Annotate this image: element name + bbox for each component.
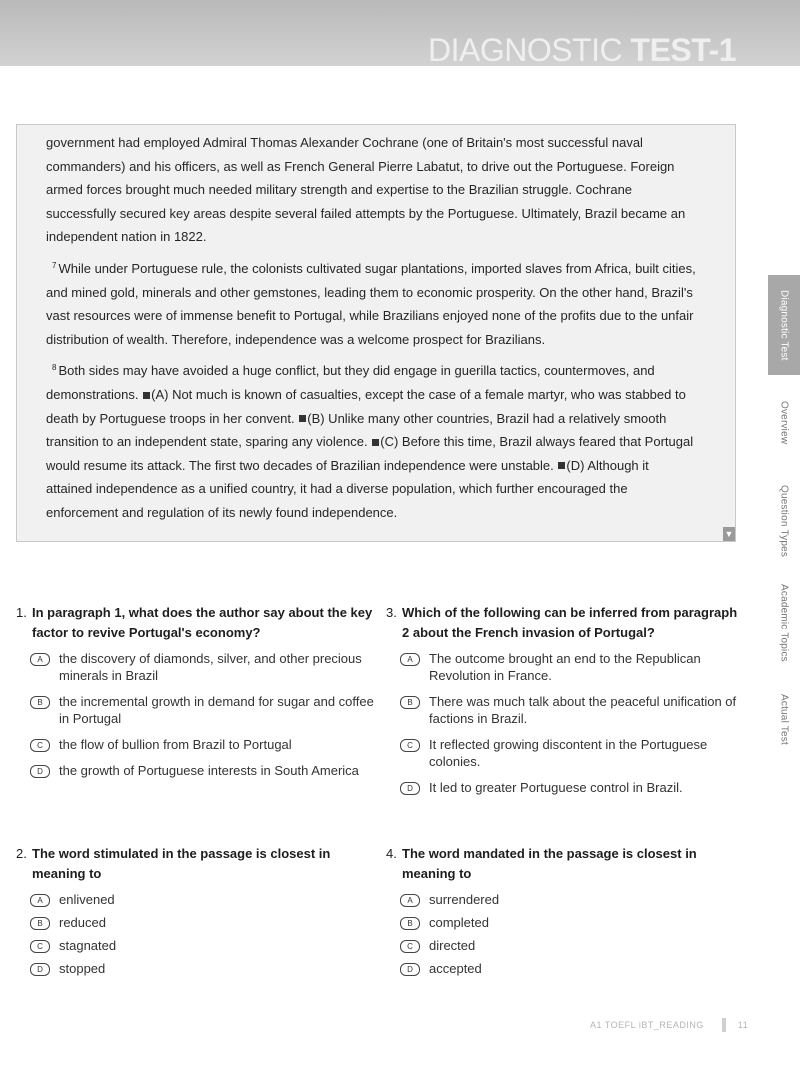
tab-label: Academic Topics	[778, 584, 790, 662]
option-text: the incremental growth in demand for sugar and coffee in Portugal	[59, 694, 374, 726]
option-d-icon[interactable]: D	[400, 782, 420, 795]
paragraph-8-text: Both sides may have avoided a huge conflict, but they did engage in guerilla tactics, countermoves, and demonstrations.	[46, 363, 655, 402]
option-a-icon[interactable]: A	[30, 894, 50, 907]
option-text: the growth of Portuguese interests in South America	[59, 763, 359, 778]
tab-actual-test[interactable]	[768, 679, 800, 759]
footer-label: A1 TOEFL iBT_READING	[590, 1020, 704, 1030]
question-1	[16, 603, 376, 788]
question-4	[386, 844, 740, 983]
paragraph-6-text: government had employed Admiral Thomas Alexander Cochrane (one of Britain's most successful naval commanders) and his officers, as well as French General Pierre Labatut, to drive out the Portuguese. Foreign armed forces brought much needed military strength and expertise to the Brazilian struggle. Cochrane successfully secured key areas despite several failed attempts by the Portuguese. Ultimately, Brazil became an independent nation in 1822.	[46, 135, 686, 245]
answer-option-b[interactable]	[30, 693, 376, 727]
option-b-icon[interactable]: B	[400, 917, 420, 930]
insert-option-c: (C) Before this time, Brazil always feared that Portugal would resume its attack. The first two decades of Brazilian independence were unstable.	[46, 434, 694, 473]
option-text: stagnated	[59, 938, 117, 953]
answer-options	[30, 891, 376, 977]
answer-option-d[interactable]	[30, 960, 376, 977]
page-header-title	[428, 34, 736, 66]
option-a-icon[interactable]: A	[400, 894, 420, 907]
option-d-icon[interactable]: D	[30, 963, 50, 976]
answer-option-d[interactable]	[400, 779, 740, 796]
question-stem: The word stimulated in the passage is closest in meaning to	[32, 846, 331, 881]
answer-option-a[interactable]	[400, 650, 740, 684]
option-b-icon[interactable]: B	[30, 917, 50, 930]
option-b-icon[interactable]: B	[400, 696, 420, 709]
page-footer	[590, 1018, 748, 1032]
option-b-icon[interactable]: B	[30, 696, 50, 709]
option-d-icon[interactable]: D	[30, 765, 50, 778]
header-band	[0, 0, 800, 66]
tab-label: Overview	[778, 401, 790, 445]
paragraph-number: 7	[52, 260, 57, 270]
paragraph-7	[46, 257, 696, 351]
answer-option-b[interactable]	[400, 914, 740, 931]
answer-options	[30, 650, 376, 779]
tab-academic-topics[interactable]	[768, 575, 800, 671]
reading-passage	[46, 131, 696, 533]
question-number: 4.	[386, 846, 397, 861]
answer-option-a[interactable]	[30, 650, 376, 684]
paragraph-6	[46, 131, 696, 249]
answer-option-a[interactable]	[400, 891, 740, 908]
answer-option-c[interactable]	[30, 937, 376, 954]
insert-square-icon[interactable]	[299, 415, 306, 422]
option-text: the discovery of diamonds, silver, and other precious minerals in Brazil	[59, 651, 362, 683]
option-text: accepted	[429, 961, 482, 976]
answer-options	[400, 650, 740, 796]
option-a-icon[interactable]: A	[400, 653, 420, 666]
option-text: surrendered	[429, 892, 500, 907]
option-text: It led to greater Portuguese control in Brazil.	[429, 780, 683, 795]
question-3	[386, 603, 740, 805]
option-a-icon[interactable]: A	[30, 653, 50, 666]
option-text: stopped	[59, 961, 106, 976]
insert-option-a: (A) Not much is known of casualties, except the case of a female martyr, who was stabbed to death by Portuguese troops in her convent.	[46, 386, 686, 426]
option-text: It reflected growing discontent in the Portuguese colonies.	[429, 737, 708, 769]
option-d-icon[interactable]: D	[400, 963, 420, 976]
tab-label: Question Types	[778, 484, 790, 558]
option-text: enlivened	[59, 892, 115, 907]
option-text: the flow of bullion from Brazil to Portugal	[59, 737, 292, 752]
paragraph-7-text: While under Portuguese rule, the colonists cultivated sugar plantations, imported slaves from Africa, built cities, and mined gold, minerals and other gemstones, leading them to economic prosperity. On the other hand, Brazil's vast resources were of immense benefit to Portugal, while Brazilians enjoyed none of the profits due to the unfair distribution of wealth. Therefore, independence was a welcome prospect for Brazilians.	[46, 260, 696, 347]
answer-option-c[interactable]	[400, 736, 740, 770]
answer-options	[400, 891, 740, 977]
question-number: 1.	[16, 605, 27, 620]
question-2	[16, 844, 376, 983]
scroll-down-icon[interactable]: ▼	[724, 529, 734, 539]
option-text: directed	[429, 938, 476, 953]
insert-option-d: (D) Although it attained independence as a unified country, it had a diverse population, which further encouraged the enforcement and regulation of its newly found independence.	[46, 457, 649, 520]
question-stem: Which of the following can be inferred from paragraph 2 about the French invasion of Portugal?	[402, 605, 738, 640]
question-stem: In paragraph 1, what does the author say about the key factor to revive Portugal's economy?	[32, 605, 373, 640]
insert-option-b: (B) Unlike many other countries, Brazil had a relatively smooth transition to an independent state, sparing any violence.	[46, 410, 667, 450]
answer-option-b[interactable]	[400, 693, 740, 727]
page-number: 11	[737, 1020, 749, 1030]
tab-diagnostic-test[interactable]	[768, 275, 800, 375]
option-c-icon[interactable]: C	[400, 739, 420, 752]
option-c-icon[interactable]: C	[400, 940, 420, 953]
tab-question-types[interactable]	[768, 471, 800, 571]
answer-option-c[interactable]	[30, 736, 376, 753]
answer-option-a[interactable]	[30, 891, 376, 908]
answer-option-d[interactable]	[400, 960, 740, 977]
paragraph-8	[46, 359, 696, 524]
option-text: The outcome brought an end to the Republican Revolution in France.	[429, 651, 701, 683]
insert-square-icon[interactable]	[372, 439, 379, 446]
tab-overview[interactable]	[768, 383, 800, 463]
option-text: completed	[429, 915, 489, 930]
question-number: 2.	[16, 846, 27, 861]
answer-option-d[interactable]	[30, 762, 376, 779]
option-text: There was much talk about the peaceful unification of factions in Brazil.	[429, 694, 737, 726]
header-title-bold: TEST-1	[630, 32, 736, 68]
footer-divider	[722, 1018, 726, 1032]
answer-option-b[interactable]	[30, 914, 376, 931]
insert-square-icon[interactable]	[143, 392, 150, 399]
option-c-icon[interactable]: C	[30, 739, 50, 752]
option-c-icon[interactable]: C	[30, 940, 50, 953]
answer-option-c[interactable]	[400, 937, 740, 954]
paragraph-number: 8	[52, 363, 57, 373]
tab-label: Actual Test	[778, 693, 790, 745]
question-number: 3.	[386, 605, 397, 620]
question-stem: The word mandated in the passage is closest in meaning to	[402, 846, 697, 881]
tab-label: Diagnostic Test	[778, 289, 790, 361]
header-title-light: DIAGNOSTIC	[428, 32, 631, 68]
insert-square-icon[interactable]	[558, 462, 565, 469]
option-text: reduced	[59, 915, 106, 930]
